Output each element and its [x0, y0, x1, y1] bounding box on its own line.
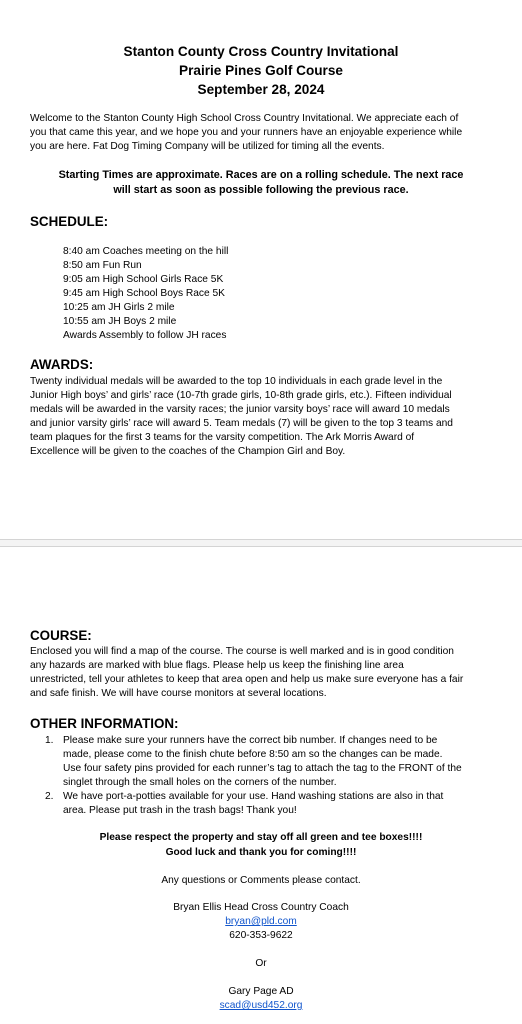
awards-line: Excellence will be given to the coaches of the Champion Girl and Boy. [30, 446, 346, 457]
contact-block-1 [0, 901, 522, 943]
course-heading: COURSE: [30, 628, 92, 643]
schedule-item: 10:55 am JH Boys 2 mile [63, 316, 177, 327]
course-line: Enclosed you will find a map of the course. The course is well marked and is in good condition [30, 646, 454, 657]
starting-times-notice [0, 168, 522, 198]
course-line: unrestricted, tell your athletes to keep that area open and help us make sure everyone has a fair [30, 674, 464, 685]
closing-notice [0, 830, 522, 860]
contact-or: Or [255, 958, 267, 969]
schedule-item: 8:40 am Coaches meeting on the hill [63, 246, 229, 257]
awards-line: and junior varsity girls’ race will award 5. Team medals (7) will be given to the top 3 teams and [30, 418, 453, 429]
page-break-line [0, 546, 522, 547]
closing-line: Please respect the property and stay off all green and tee boxes!!!! [99, 832, 423, 843]
schedule-item: 8:50 am Fun Run [63, 260, 142, 271]
venue-title: Prairie Pines Golf Course [179, 63, 343, 78]
list-number: 2. [45, 791, 54, 802]
contact-email-link[interactable]: scad@usd452.org [219, 1000, 303, 1011]
list-item-line: area. Please put trash in the trash bags! Thank you! [63, 805, 297, 816]
schedule-heading: SCHEDULE: [30, 214, 109, 229]
document-page-2 [0, 548, 522, 1024]
list-item [30, 790, 500, 818]
schedule-list [63, 245, 228, 343]
list-number: 1. [45, 735, 54, 746]
list-item [30, 734, 500, 790]
awards-heading: AWARDS: [30, 357, 94, 372]
course-line: any hazards are marked with blue flags. Please help us keep the finishing line area [30, 660, 404, 671]
closing-line: Good luck and thank you for coming!!!! [165, 847, 357, 858]
welcome-paragraph [30, 112, 490, 154]
course-line: and safe finish. We will have course monitors at several locations. [30, 688, 327, 699]
awards-paragraph [30, 375, 490, 459]
notice-line: Starting Times are approximate. Races are on a rolling schedule. The next race [58, 169, 464, 181]
contact-intro: Any questions or Comments please contact. [161, 875, 361, 886]
awards-line: medals will be awarded in the varsity races; the junior varsity boys’ race will award 10 medals [30, 404, 450, 415]
awards-line: Junior High boys’ and girls’ race (10-7th grade girls, 10-8th grade girls, etc.). Fifteen individual [30, 390, 452, 401]
contact-phone: 620-353-9622 [229, 930, 293, 941]
contact-name: Bryan Ellis Head Cross Country Coach [173, 902, 349, 913]
event-date: September 28, 2024 [197, 82, 325, 97]
other-info-heading: OTHER INFORMATION: [30, 716, 179, 731]
schedule-item: 10:25 am JH Girls 2 mile [63, 302, 175, 313]
list-item-line: Please make sure your runners have the correct bib number. If changes need to be [63, 735, 438, 746]
notice-line: will start as soon as possible following the previous race. [113, 184, 409, 196]
contact-name: Gary Page AD [228, 986, 294, 997]
awards-line: Twenty individual medals will be awarded to the top 10 individuals in each grade level in the [30, 376, 443, 387]
list-item-line: Use four safety pins provided for each runner’s tag to attach the tag to the FRONT of the [63, 763, 462, 774]
contact-email-link[interactable]: bryan@pld.com [225, 916, 297, 927]
list-item-line: made, please come to the finish chute before 8:50 am so the changes can be made. [63, 749, 443, 760]
document-title: Stanton County Cross Country Invitational [123, 44, 399, 59]
schedule-item: Awards Assembly to follow JH races [63, 330, 227, 341]
list-item-line: singlet through the small holes on the corners of the number. [63, 777, 337, 788]
contact-block-2 [0, 985, 522, 1013]
other-info-list [30, 734, 500, 818]
course-paragraph [30, 645, 490, 701]
welcome-line: Welcome to the Stanton County High School Cross Country Invitational. We appreciate each of [30, 113, 459, 124]
awards-line: team plaques for the first 3 teams for the varsity competition. The Ark Morris Award of [30, 432, 415, 443]
schedule-item: 9:05 am High School Girls Race 5K [63, 274, 224, 285]
welcome-line: you are here. Fat Dog Timing Company will be utilized for timing all the events. [30, 141, 385, 152]
list-item-line: We have port-a-potties available for your use. Hand washing stations are also in that [63, 791, 444, 802]
schedule-item: 9:45 am High School Boys Race 5K [63, 288, 225, 299]
welcome-line: you that came this year, and we hope you and your runners have an enjoyable experience while [30, 127, 463, 138]
